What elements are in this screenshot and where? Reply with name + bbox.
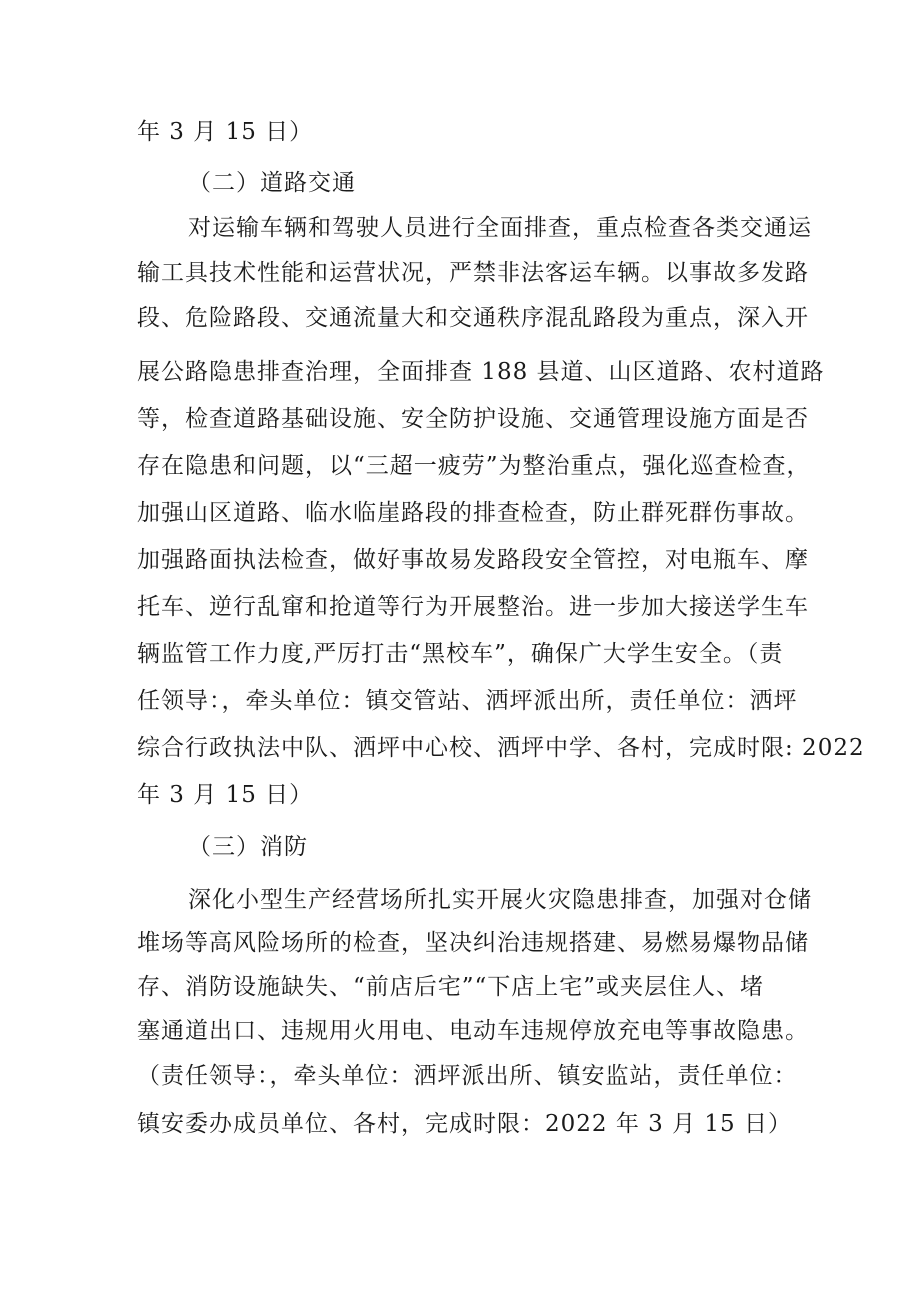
text-line: 任领导：，牵头单位：镇交管站、洒坪派出所，责任单位：洒坪 (137, 688, 798, 714)
text-line: 存在隐患和问题，以“三超一疲劳”为整治重点，强化巡查检查， (137, 453, 811, 479)
text-line: 深化小型生产经营场所扎实开展火灾隐患排查，加强对仓储 (188, 887, 812, 913)
text-line: 存、消防设施缺失、“前店后宅”“下店上宅”或夹层住人、堵 (137, 974, 765, 1000)
text-line: 加强山区道路、临水临崖路段的排查检查，防止群死群伤事故。 (137, 500, 809, 526)
text-line: 加强路面执法检查，做好事故易发路段安全管控，对电瓶车、摩 (137, 547, 809, 573)
text-line: 输工具技术性能和运营状况，严禁非法客运车辆。以事故多发路 (137, 260, 809, 286)
text-line: 展公路隐患排查治理，全面排查 188 县道、山区道路、农村道路 (137, 359, 825, 385)
section-heading-fire: （三）消防 (188, 834, 308, 860)
section-heading-road-traffic: （二）道路交通 (188, 170, 356, 196)
text-line: 对运输车辆和驾驶人员进行全面排查，重点检查各类交通运 (188, 215, 812, 241)
text-line: 堆场等高风险场所的检查，坚决纠治违规搭建、易燃易爆物品储 (137, 930, 809, 956)
text-line: 托车、逆行乱窜和抢道等行为开展整治。进一步加大接送学生车 (137, 594, 809, 620)
text-line: 镇安委办成员单位、各村，完成时限：2022 年 3 月 15 日） (137, 1111, 792, 1137)
text-line: 年 3 月 15 日） (137, 119, 314, 145)
text-line: 辆监管工作力度,严厉打击“黑校车”，确保广大学生安全。（责 (137, 641, 784, 667)
text-line: 等，检查道路基础设施、安全防护设施、交通管理设施方面是否 (137, 406, 809, 432)
text-line: （责任领导：，牵头单位：洒坪派出所、镇安监站，责任单位： (137, 1063, 798, 1089)
text-line: 综合行政执法中队、洒坪中心校、洒坪中学、各村，完成时限: 2022 (137, 735, 865, 761)
text-line: 塞通道出口、违规用火用电、电动车违规停放充电等事故隐患。 (137, 1018, 809, 1044)
text-line: 段、危险路段、交通流量大和交通秩序混乱路段为重点，深入开 (137, 305, 809, 331)
text-line: 年 3 月 15 日） (137, 782, 314, 808)
